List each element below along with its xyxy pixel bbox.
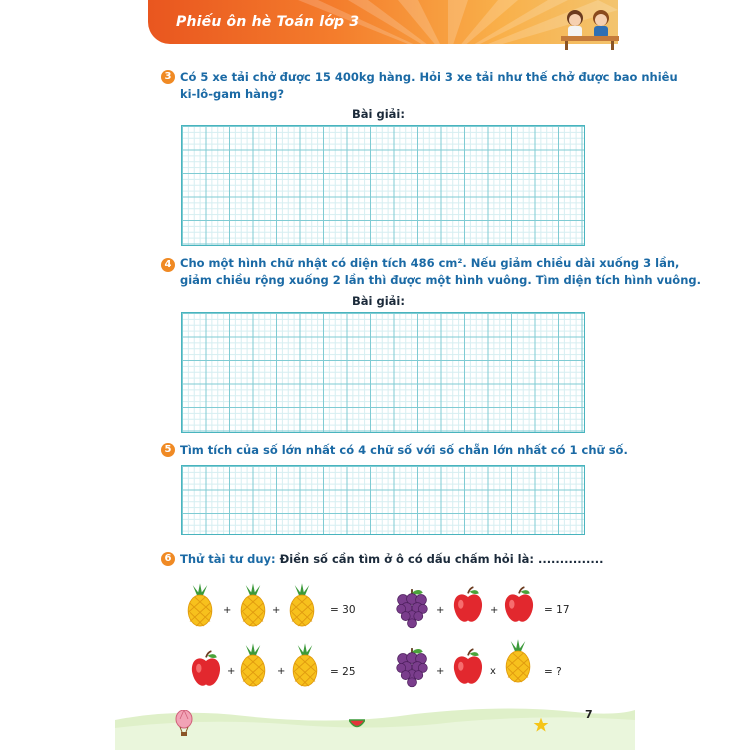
plus-sign: + xyxy=(436,666,445,677)
students-at-desk-illustration xyxy=(555,6,625,50)
watermelon-icon xyxy=(349,719,365,731)
apple-icon xyxy=(450,648,486,688)
page-number: 7 xyxy=(585,708,593,721)
star-icon xyxy=(533,717,549,733)
question-4-line-1: Cho một hình chữ nhật có diện tích 486 cm². Nếu giảm chiều dài xuống 3 lần, xyxy=(180,256,680,270)
plus-sign: + xyxy=(272,605,281,616)
question-6-lead: Thử tài tư duy: xyxy=(180,552,276,566)
row-result: = 25 xyxy=(330,666,356,678)
page-title: Phiếu ôn hè Toán lớp 3 xyxy=(176,14,360,30)
pineapple-icon xyxy=(233,582,273,630)
plus-sign: + xyxy=(436,605,445,616)
plus-sign: + xyxy=(490,605,499,616)
solution-label-4: Bài giải: xyxy=(352,294,405,308)
row-result: = ? xyxy=(544,666,562,678)
plus-sign: + xyxy=(277,666,286,677)
pineapple-icon xyxy=(180,582,220,630)
row-result: = 30 xyxy=(330,604,356,616)
answer-grid-5[interactable] xyxy=(181,465,585,535)
plus-sign: + xyxy=(227,666,236,677)
hot-air-balloon-icon xyxy=(174,710,194,738)
apple-icon xyxy=(450,586,486,626)
pineapple-icon xyxy=(282,582,322,630)
answer-grid-3[interactable] xyxy=(181,125,585,246)
grapes-icon xyxy=(394,586,430,630)
answer-grid-4[interactable] xyxy=(181,312,585,433)
plus-sign: + xyxy=(223,605,232,616)
question-4-line-2: giảm chiều rộng xuống 2 lần thì được một hình vuông. Tìm diện tích hình vuông. xyxy=(180,273,701,287)
multiply-sign: x xyxy=(490,666,496,677)
apple-icon xyxy=(188,650,224,690)
apple-icon xyxy=(501,586,537,626)
question-3-line-2: ki-lô-gam hàng? xyxy=(180,87,284,101)
question-number-3: 3 xyxy=(161,70,175,84)
row-result: = 17 xyxy=(544,604,570,616)
question-number-4: 4 xyxy=(161,258,175,272)
question-6-line-1: Điền số cần tìm ở ô có dấu chấm hỏi là: ............... xyxy=(275,552,604,566)
question-number-5: 5 xyxy=(161,443,175,457)
question-6-text xyxy=(180,550,604,569)
question-number-6: 6 xyxy=(161,552,175,566)
pineapple-icon xyxy=(233,642,273,690)
solution-label-3: Bài giải: xyxy=(352,107,405,121)
pineapple-icon xyxy=(498,638,538,686)
pineapple-icon xyxy=(285,642,325,690)
question-5-line-1: Tìm tích của số lớn nhất có 4 chữ số với số chẵn lớn nhất có 1 chữ số. xyxy=(180,443,628,457)
question-3-line-1: Có 5 xe tải chở được 15 400kg hàng. Hỏi 3 xe tải như thế chở được bao nhiêu xyxy=(180,70,678,84)
grapes-icon xyxy=(394,645,430,689)
